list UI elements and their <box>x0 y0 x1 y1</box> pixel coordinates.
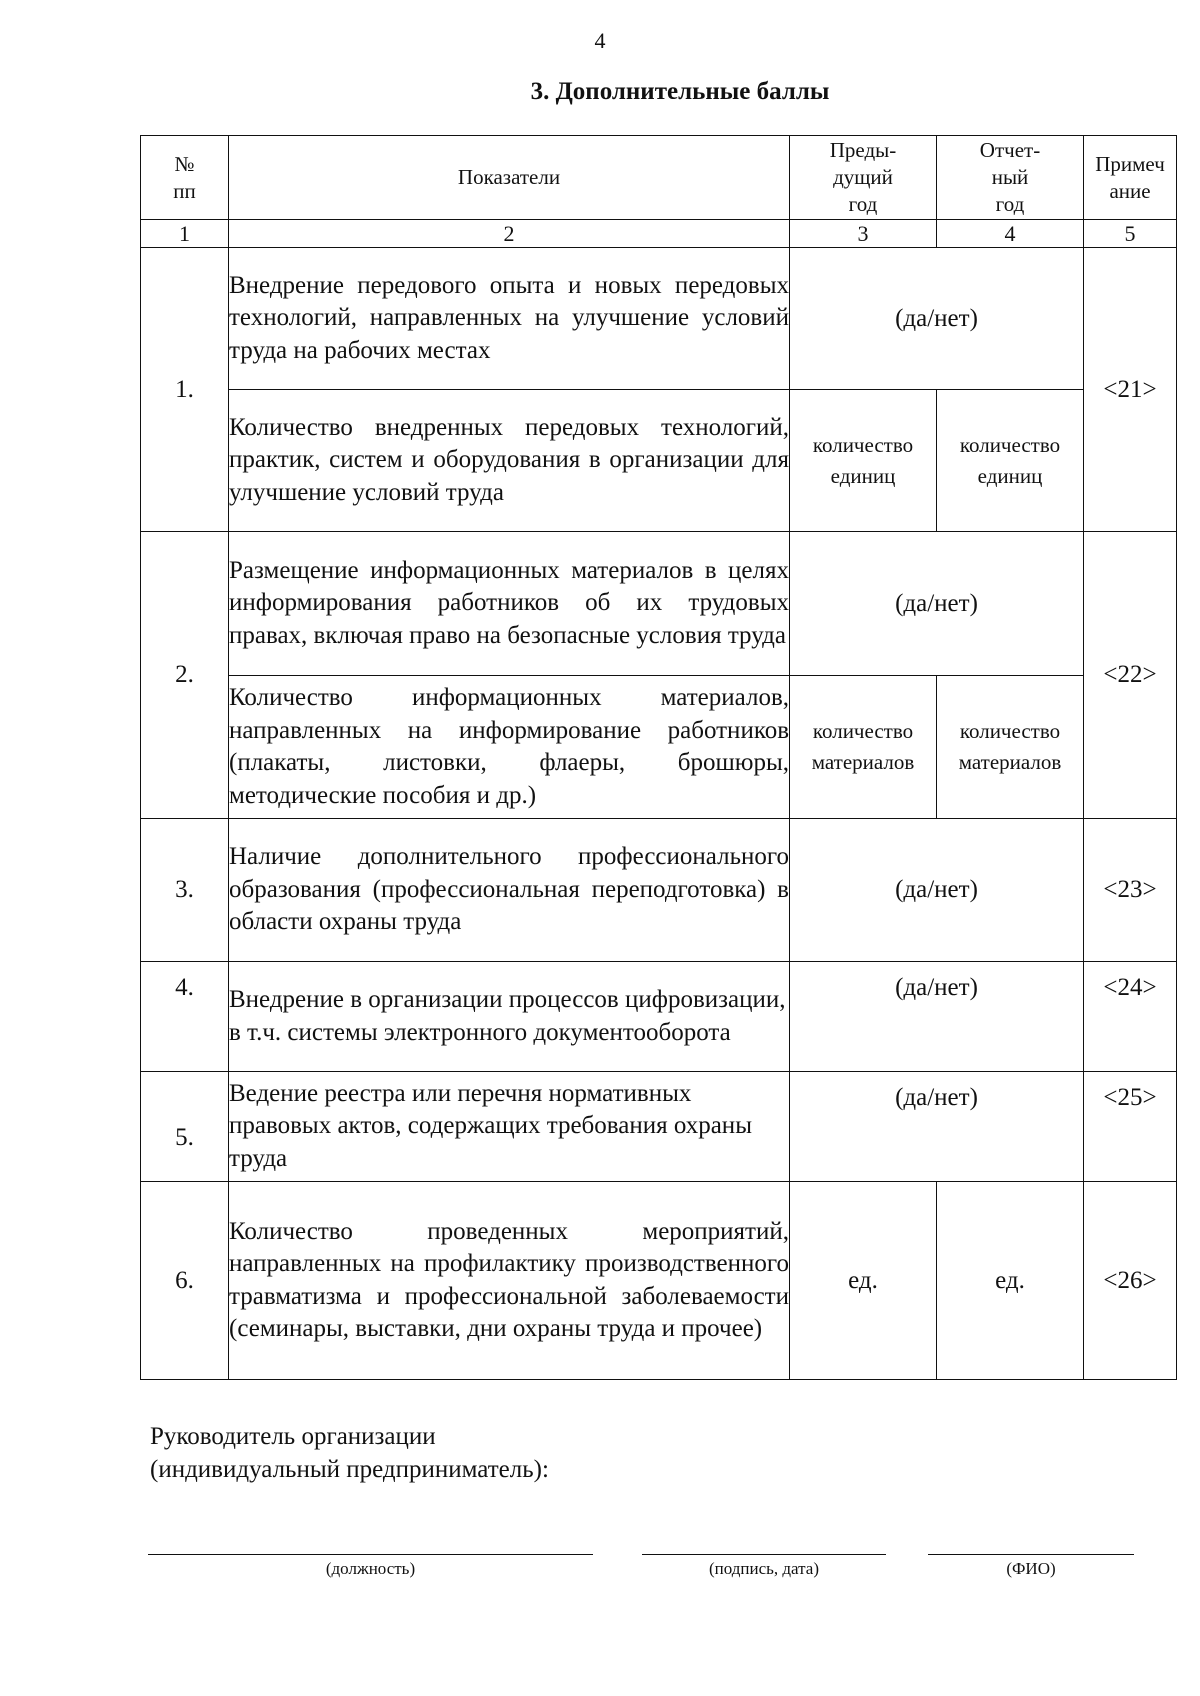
yes-no-value: (да/нет) <box>790 819 1084 962</box>
indicator-text: Наличие дополнительного профессионального образования (профессиональная переподготовка) в области охраны труда <box>229 819 790 962</box>
position-line <box>148 1554 593 1555</box>
signature-line <box>642 1554 886 1555</box>
table-header-row <box>141 136 1177 220</box>
prev-year-unit: ед. <box>790 1182 937 1380</box>
column-number: 1 <box>141 220 229 248</box>
yes-no-value: (да/нет) <box>790 1072 1084 1182</box>
column-numbers-row <box>141 220 1177 248</box>
prev-year-unit: количество единиц <box>790 390 937 532</box>
table-row <box>141 1072 1177 1182</box>
table-row <box>141 248 1177 390</box>
indicator-text: Количество проведенных мероприятий, направленных на профилактику производственного травматизма и профессиональной заболеваемости (семинары, выставки, дни охраны труда и прочее) <box>229 1182 790 1380</box>
prev-year-unit: количество материалов <box>790 676 937 819</box>
indicator-text: Размещение информационных материалов в целях информирования работников об их трудовых правах, включая право на безопасные условия труда <box>229 532 790 676</box>
header-num: № пп <box>141 136 229 220</box>
row-number: 3. <box>141 819 229 962</box>
column-number: 4 <box>937 220 1084 248</box>
row-note: <22> <box>1084 532 1177 819</box>
table-subrow <box>141 676 1177 819</box>
signature-label-line2: (индивидуальный предприниматель): <box>150 1456 549 1483</box>
name-line <box>928 1554 1134 1555</box>
section-title: 3. Дополнительные баллы <box>530 78 830 105</box>
yes-no-value: (да/нет) <box>790 532 1084 676</box>
yes-no-value: (да/нет) <box>790 962 1084 1072</box>
row-note: <23> <box>1084 819 1177 962</box>
column-number: 5 <box>1084 220 1177 248</box>
page-number: 4 <box>594 28 606 53</box>
table-row <box>141 1182 1177 1380</box>
row-number: 5. <box>141 1072 229 1182</box>
indicator-text: Ведение реестра или перечня нормативных правовых актов, содержащих требования охраны труда <box>229 1072 790 1182</box>
row-number: 4. <box>141 962 229 1072</box>
header-report-year: Отчет- ный год <box>937 136 1084 220</box>
indicator-text: Внедрение передового опыта и новых передовых технологий, направленных на улучшение условий труда на рабочих местах <box>229 248 790 390</box>
row-note: <24> <box>1084 962 1177 1072</box>
report-year-unit: ед. <box>937 1182 1084 1380</box>
row-number: 6. <box>141 1182 229 1380</box>
position-caption: (должность) <box>325 1559 416 1578</box>
table-row <box>141 819 1177 962</box>
indicator-text: Количество информационных материалов, направленных на информирование работников (плакаты, листовки, флаеры, брошюры, методические пособия и др.) <box>229 676 790 819</box>
header-note: Примеч ание <box>1084 136 1177 220</box>
indicator-text: Количество внедренных передовых технологий, практик, систем и оборудования в организации для улучшение условий труда <box>229 390 790 532</box>
header-prev-year: Преды- дущий год <box>790 136 937 220</box>
table-row <box>141 532 1177 676</box>
additional-points-table <box>140 135 1177 1380</box>
table-row <box>141 962 1177 1072</box>
name-caption: (ФИО) <box>1006 1559 1056 1578</box>
header-indicator: Показатели <box>229 136 790 220</box>
row-note: <21> <box>1084 248 1177 532</box>
report-year-unit: количество единиц <box>937 390 1084 532</box>
row-number: 2. <box>141 532 229 819</box>
row-number: 1. <box>141 248 229 532</box>
signature-caption: (подпись, дата) <box>708 1559 819 1578</box>
signature-label-line1: Руководитель организации <box>150 1423 436 1450</box>
yes-no-value: (да/нет) <box>790 248 1084 390</box>
column-number: 3 <box>790 220 937 248</box>
indicator-text: Внедрение в организации процессов цифровизации, в т.ч. системы электронного документооборота <box>229 962 790 1072</box>
column-number: 2 <box>229 220 790 248</box>
row-note: <25> <box>1084 1072 1177 1182</box>
row-note: <26> <box>1084 1182 1177 1380</box>
report-year-unit: количество материалов <box>937 676 1084 819</box>
table-subrow <box>141 390 1177 532</box>
